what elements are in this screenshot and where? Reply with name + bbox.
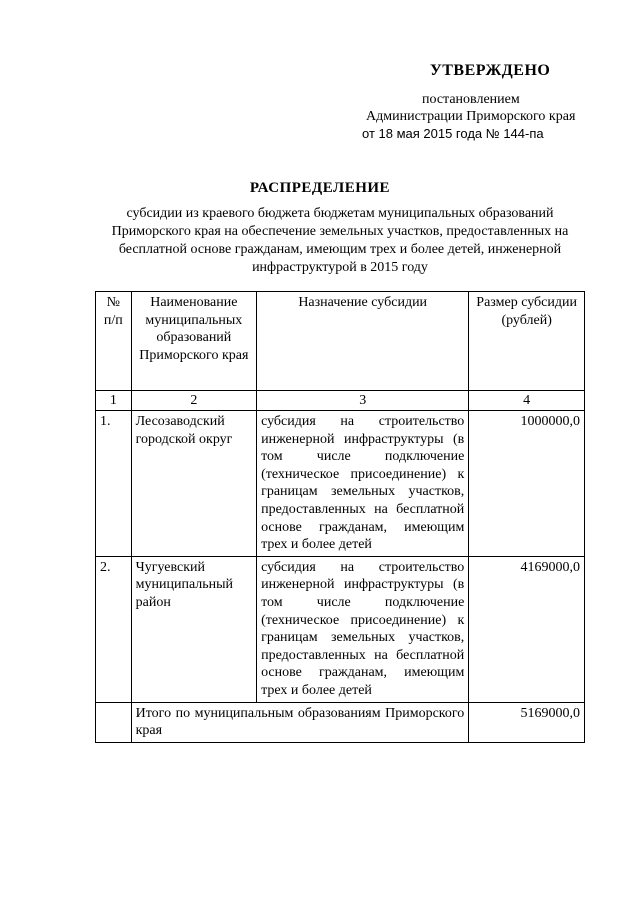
table-row <box>96 556 585 702</box>
document-title: РАСПРЕДЕЛЕНИЕ <box>249 180 391 196</box>
total-number-cell <box>96 702 132 742</box>
approval-decree-label: постановлением <box>422 92 520 107</box>
document-subtitle: субсидии из краевого бюджета бюджетам муниципальных образований Приморского края на обеспечение земельных участков, предоставленных на бесплатной основе гражданам, имеющим трех и более детей, инженерной инфраструктурой в 2015 году <box>111 206 569 275</box>
header-municipality: Наименование муниципальных образований Приморского края <box>131 292 256 391</box>
total-label: Итого по муниципальным образованиям Приморского края <box>131 702 469 742</box>
row-purpose: субсидия на строительство инженерной инфраструктуры (в том числе подключение (техническое присоединение) к границам земельных участков, предоставленных на бесплатной основе гражданам, имеющим трех и более детей <box>257 411 469 557</box>
distribution-table <box>95 291 585 743</box>
header-number: № п/п <box>96 292 132 391</box>
column-number: 3 <box>257 391 469 411</box>
column-number: 2 <box>131 391 256 411</box>
table-row <box>96 411 585 557</box>
column-number: 1 <box>96 391 132 411</box>
header-amount: Размер субсидии (рублей) <box>469 292 585 391</box>
column-number-row <box>96 391 585 411</box>
table-header-row <box>96 292 585 391</box>
approval-authority: Администрации Приморского края <box>366 109 576 124</box>
row-municipality: Чугуевский муниципальный район <box>131 556 256 702</box>
header-purpose: Назначение субсидии <box>257 292 469 391</box>
column-number: 4 <box>469 391 585 411</box>
total-amount: 5169000,0 <box>469 702 585 742</box>
row-amount: 4169000,0 <box>469 556 585 702</box>
row-number: 1. <box>96 411 132 557</box>
row-municipality: Лесозаводский городской округ <box>131 411 256 557</box>
total-row <box>96 702 585 742</box>
row-amount: 1000000,0 <box>469 411 585 557</box>
approval-title: УТВЕРЖДЕНО <box>430 62 551 79</box>
row-purpose: субсидия на строительство инженерной инфраструктуры (в том числе подключение (техническое присоединение) к границам земельных участков, предоставленных на бесплатной основе гражданам, имеющим трех и более детей <box>257 556 469 702</box>
approval-date-number: от 18 мая 2015 года № 144-па <box>362 126 544 141</box>
row-number: 2. <box>96 556 132 702</box>
